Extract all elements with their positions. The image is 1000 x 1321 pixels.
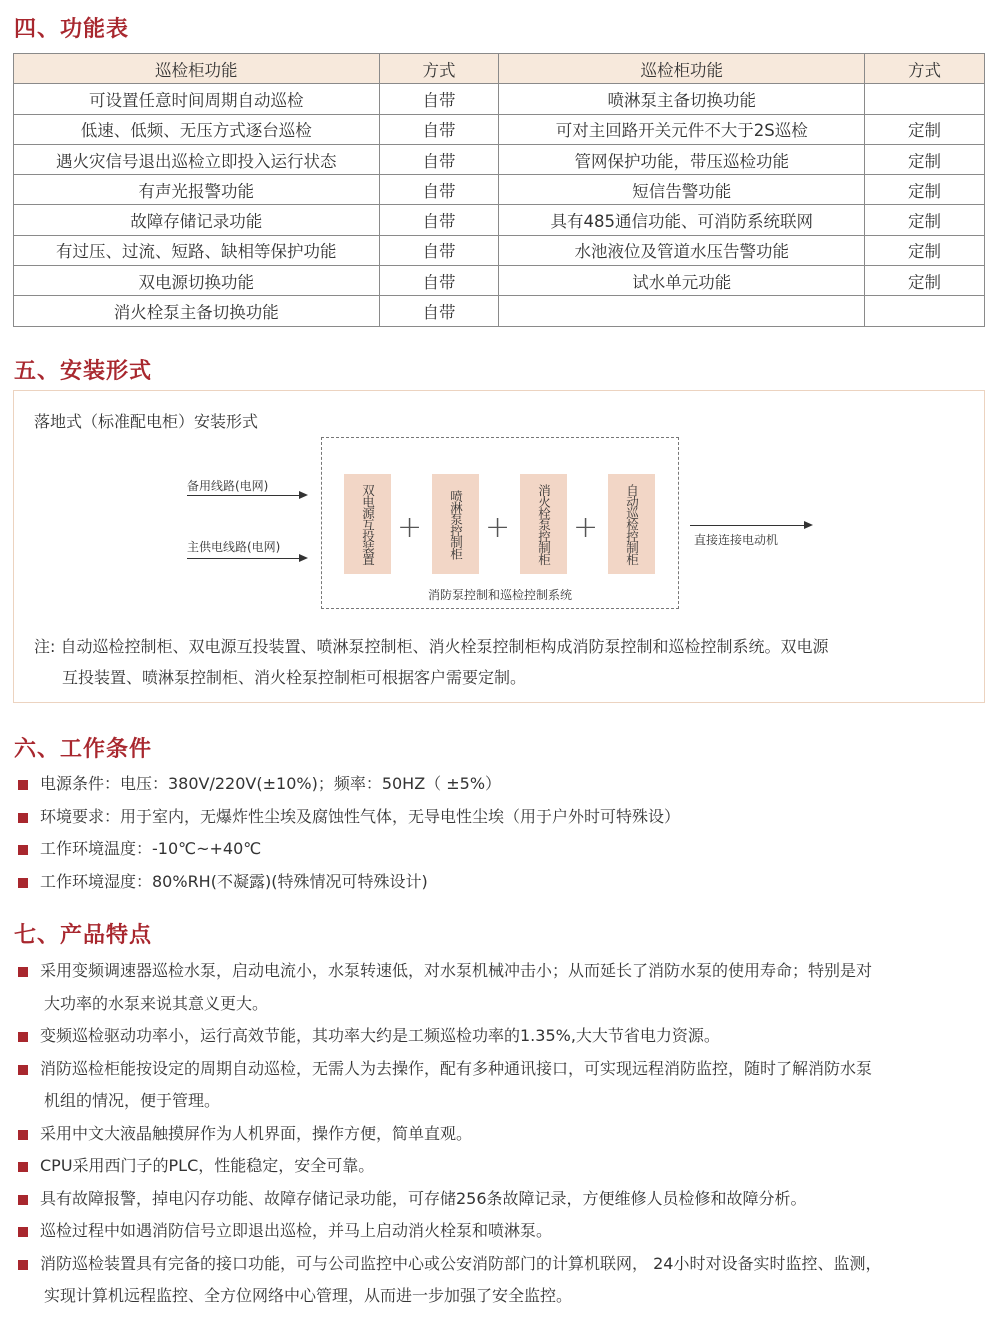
- plus-icon: +: [485, 510, 511, 545]
- bullet-square-icon: [18, 1032, 28, 1042]
- note-line: 注: 自动巡检控制柜、双电源互投装置、喷淋泵控制柜、消火栓泵控制柜构成消防泵控制和巡检控制系统。双电源: [34, 637, 829, 656]
- bullet-square-icon: [18, 878, 28, 888]
- table-cell: 喷淋泵主备切换功能: [499, 84, 865, 114]
- table-row: [14, 175, 985, 205]
- table-row: [14, 84, 985, 114]
- table-cell: 自带: [379, 114, 499, 144]
- list-item: [14, 833, 989, 866]
- bullet-square-icon: [18, 1162, 28, 1172]
- list-item: [14, 1248, 989, 1313]
- bullet-square-icon: [18, 967, 28, 977]
- list-item: [14, 1183, 989, 1216]
- table-cell: 自带: [379, 266, 499, 296]
- table-cell: 可设置任意时间周期自动巡检: [14, 84, 380, 114]
- table-cell: 有声光报警功能: [14, 175, 380, 205]
- table-cell: 短信告警功能: [499, 175, 865, 205]
- table-cell: 双电源切换功能: [14, 266, 380, 296]
- section-title-features: 七、产品特点: [14, 923, 153, 948]
- list-item: [14, 1215, 989, 1248]
- arrow-head-icon: [299, 491, 308, 499]
- bullet-square-icon: [18, 813, 28, 823]
- control-system-box: [321, 437, 679, 609]
- output-label: 直接连接电动机: [694, 533, 779, 547]
- input-label-backup: 备用线路(电网): [187, 479, 269, 493]
- list-item-text: 具有故障报警，掉电闪存功能、故障存储记录功能，可存储256条故障记录，方便维修人员检修和故障分析。: [40, 1188, 807, 1208]
- plus-icon: +: [573, 510, 599, 545]
- arrow-line: [690, 525, 804, 526]
- function-table: [13, 53, 985, 327]
- arrow-line: [187, 495, 301, 496]
- table-row: [14, 296, 985, 326]
- list-item: [14, 955, 989, 1020]
- table-cell: 低速、低频、无压方式逐台巡检: [14, 114, 380, 144]
- component-inspection-cabinet: 自动巡检控制柜: [608, 474, 655, 574]
- component-hydrant-cabinet: 消火栓泵控制柜: [520, 474, 567, 574]
- table-cell: 遇火灾信号退出巡检立即投入运行状态: [14, 144, 380, 174]
- arrow-head-icon: [804, 521, 813, 529]
- list-item-text: 消防巡检柜能按设定的周期自动巡检，无需人为去操作，配有多种通讯接口，可实现远程消防监控，随时了解消防水泵: [40, 1058, 873, 1078]
- install-note: [34, 631, 974, 693]
- table-cell: [865, 84, 985, 114]
- table-row: [14, 114, 985, 144]
- table-cell: [499, 296, 865, 326]
- list-item-text: 工作环境湿度：80%RH(不凝露)(特殊情况可特殊设计): [40, 871, 428, 891]
- table-cell: 水池液位及管道水压告警功能: [499, 235, 865, 265]
- note-line: 互投装置、喷淋泵控制柜、消火栓泵控制柜可根据客户需要定制。: [62, 668, 527, 687]
- system-caption: 消防泵控制和巡检控制系统: [427, 588, 572, 602]
- table-cell: 自带: [379, 175, 499, 205]
- features-list: [14, 955, 989, 1313]
- table-header-cell: 方式: [379, 54, 499, 84]
- table-cell: 定制: [865, 266, 985, 296]
- bullet-square-icon: [18, 1260, 28, 1270]
- arrow-head-icon: [299, 554, 308, 562]
- table-row: [14, 266, 985, 296]
- list-item-text: 巡检过程中如遇消防信号立即退出巡检，并马上启动消火栓泵和喷淋泵。: [40, 1221, 553, 1240]
- section-title-install: 五、安装形式: [14, 359, 153, 384]
- table-cell: 故障存储记录功能: [14, 205, 380, 235]
- bullet-square-icon: [18, 1130, 28, 1140]
- bullet-square-icon: [18, 845, 28, 855]
- table-cell: 可对主回路开关元件不大于2S巡检: [499, 114, 865, 144]
- bullet-square-icon: [18, 1065, 28, 1075]
- section-title-func: 四、功能表: [14, 17, 130, 42]
- component-sprinkler-cabinet: 喷淋泵控制柜: [432, 474, 479, 574]
- list-item: [14, 768, 989, 801]
- plus-icon: +: [397, 510, 423, 545]
- install-diagram-box: [13, 390, 985, 703]
- table-header-cell: 方式: [865, 54, 985, 84]
- bullet-square-icon: [18, 780, 28, 790]
- list-item-text: 工作环境温度：-10℃~+40℃: [40, 839, 262, 858]
- bullet-square-icon: [18, 1195, 28, 1205]
- table-row: [14, 235, 985, 265]
- table-cell: 自带: [379, 144, 499, 174]
- table-cell: 具有485通信功能、可消防系统联网: [499, 205, 865, 235]
- list-item-text: 环境要求：用于室内，无爆炸性尘埃及腐蚀性气体，无导电性尘埃（用于户外时可特殊设）: [40, 806, 681, 826]
- list-item-text: 机组的情况，便于管理。: [44, 1091, 221, 1110]
- table-cell: 自带: [379, 296, 499, 326]
- table-cell: [865, 296, 985, 326]
- table-cell: 消火栓泵主备切换功能: [14, 296, 380, 326]
- table-cell: 定制: [865, 205, 985, 235]
- section-title-work: 六、工作条件: [14, 737, 153, 762]
- table-cell: 试水单元功能: [499, 266, 865, 296]
- table-cell: 自带: [379, 84, 499, 114]
- input-label-main: 主供电线路(电网): [187, 540, 281, 554]
- table-header-cell: 巡检柜功能: [499, 54, 865, 84]
- list-item-text: 实现计算机远程监控、全方位网络中心管理，从而进一步加强了安全监控。: [44, 1286, 573, 1305]
- table-row: [14, 205, 985, 235]
- list-item: [14, 1020, 989, 1053]
- list-item: [14, 801, 989, 834]
- table-cell: 定制: [865, 114, 985, 144]
- list-item-text: 采用中文大液晶触摸屏作为人机界面，操作方便，简单直观。: [40, 1123, 473, 1143]
- list-item-text: CPU采用西门子的PLC，性能稳定，安全可靠。: [40, 1156, 375, 1175]
- table-cell: 自带: [379, 235, 499, 265]
- table-cell: 管网保护功能，带压巡检功能: [499, 144, 865, 174]
- list-item-text: 消防巡检装置具有完备的接口功能，可与公司监控中心或公安消防部门的计算机联网， 24小时对设备实时监控、监测，: [40, 1253, 882, 1273]
- list-item: [14, 1118, 989, 1151]
- list-item-text: 变频巡检驱动功率小，运行高效节能，其功率大约是工频巡检功率的1.35%,大大节省电力资源。: [40, 1026, 720, 1045]
- table-cell: 定制: [865, 235, 985, 265]
- list-item-text: 电源条件：电压：380V/220V(±10%)；频率：50HZ（ ±5%）: [40, 774, 502, 793]
- table-cell: 有过压、过流、短路、缺相等保护功能: [14, 235, 380, 265]
- table-cell: 定制: [865, 175, 985, 205]
- list-item: [14, 1150, 989, 1183]
- table-header-row: [14, 54, 985, 84]
- arrow-line: [187, 558, 301, 559]
- table-cell: 自带: [379, 205, 499, 235]
- list-item-text: 大功率的水泵来说其意义更大。: [44, 993, 269, 1013]
- install-subtitle: 落地式（标准配电柜）安装形式: [34, 412, 259, 431]
- list-item: [14, 1053, 989, 1118]
- table-header-cell: 巡检柜功能: [14, 54, 380, 84]
- table-cell: 定制: [865, 144, 985, 174]
- table-row: [14, 144, 985, 174]
- work-conditions-list: [14, 768, 989, 898]
- bullet-square-icon: [18, 1227, 28, 1237]
- component-dual-power: 双电源互投装置: [344, 474, 391, 574]
- list-item-text: 采用变频调速器巡检水泵，启动电流小，水泵转速低，对水泵机械冲击小；从而延长了消防水泵的使用寿命；特别是对: [40, 961, 873, 980]
- list-item: [14, 866, 989, 899]
